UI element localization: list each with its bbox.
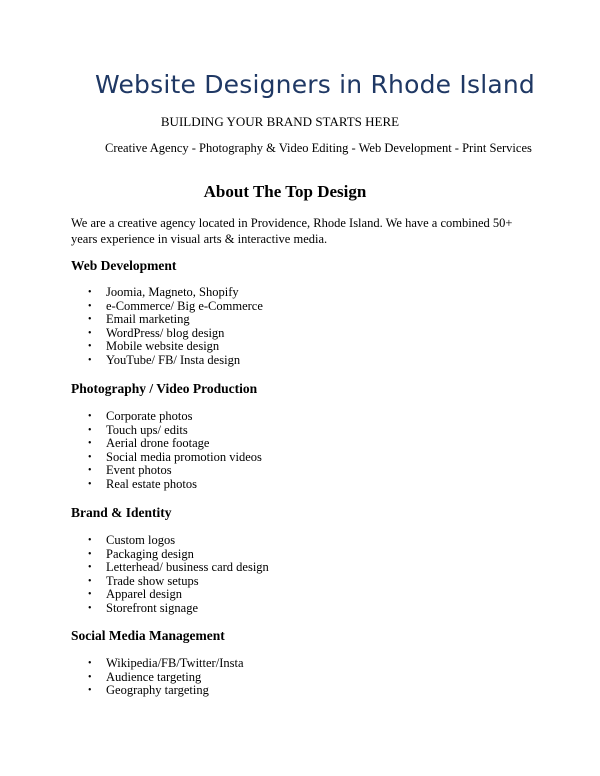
list-item: • Trade show setups [71,575,269,589]
list-item: • Corporate photos [71,410,262,424]
group-heading: Brand & Identity [71,505,172,520]
list-item: • Storefront signage [71,602,269,616]
intro-paragraph: We are a creative agency located in Providence, Rhode Island. We have a combined 50+ years experience in visual arts & interactive media. [71,216,513,246]
list-item: • Social media promotion videos [71,451,262,465]
group-list [71,534,269,616]
list-item: • Joomia, Magneto, Shopify [71,286,263,300]
list-item: • Geography targeting [71,684,244,698]
tagline: BUILDING YOUR BRAND STARTS HERE [160,114,400,129]
group-heading: Web Development [71,258,177,273]
list-item: • Apparel design [71,588,269,602]
list-item: • Letterhead/ business card design [71,561,269,575]
group-list [71,286,263,368]
group-list [71,410,262,492]
list-item: • Wikipedia/FB/Twitter/Insta [71,657,244,671]
list-item: • Mobile website design [71,340,263,354]
group-social-media [71,628,541,698]
list-item: • Email marketing [71,313,263,327]
services-line: Creative Agency - Photography & Video Editing - Web Development - Print Services [105,141,532,155]
group-web-development [71,258,541,367]
list-item: • YouTube/ FB/ Insta design [71,354,263,368]
group-heading: Social Media Management [71,628,225,643]
group-brand-identity [71,505,541,615]
section-title: About The Top Design [203,182,367,201]
list-item: • WordPress/ blog design [71,327,263,341]
list-item: • Event photos [71,464,262,478]
list-item: • Audience targeting [71,671,244,685]
page-title: Website Designers in Rhode Island [95,70,535,99]
list-item: • Real estate photos [71,478,262,492]
list-item: • e-Commerce/ Big e-Commerce [71,300,263,314]
list-item: • Custom logos [71,534,269,548]
list-item: • Aerial drone footage [71,437,262,451]
group-heading: Photography / Video Production [71,381,258,396]
list-item: • Touch ups/ edits [71,424,262,438]
group-list [71,657,244,698]
list-item: • Packaging design [71,548,269,562]
group-photography [71,381,541,491]
